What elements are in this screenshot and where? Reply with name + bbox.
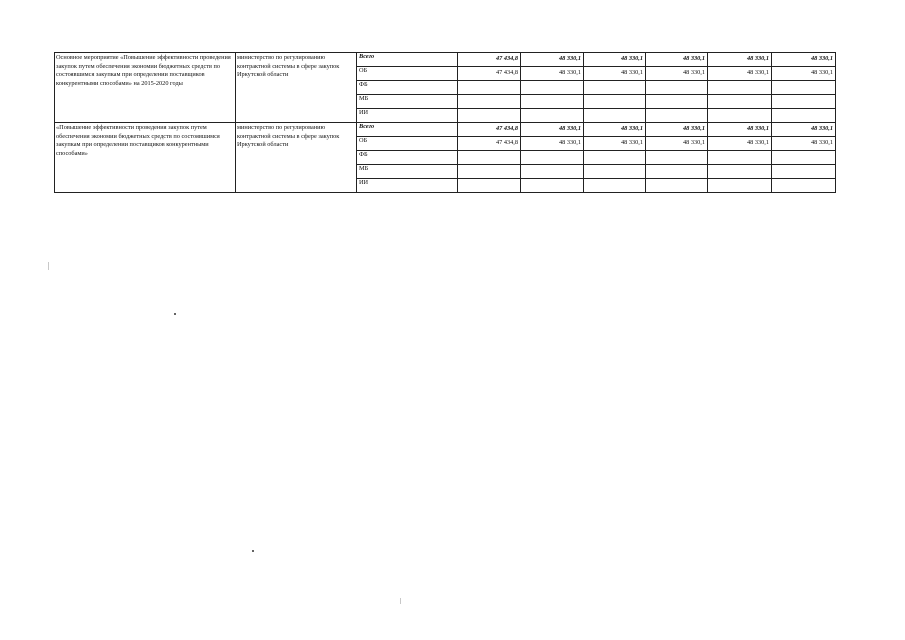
amount-cell bbox=[584, 109, 646, 123]
funding-source: МБ bbox=[357, 95, 458, 109]
amount-cell bbox=[646, 151, 708, 165]
amount-cell: 48 330,1 bbox=[646, 137, 708, 151]
activity-description: Основное мероприятие «Повышение эффективности проведения закупок путем обеспечения экономии бюджетных средств по состоявшимся закупкам при определении поставщиков конкурентными способами» на 2015-2020 годы bbox=[55, 53, 236, 123]
amount-cell bbox=[708, 179, 772, 193]
amount-cell: 48 330,1 bbox=[708, 53, 772, 67]
amount-cell: 48 330,1 bbox=[584, 123, 646, 137]
amount-cell: 48 330,1 bbox=[646, 53, 708, 67]
amount-cell bbox=[521, 151, 584, 165]
table-row bbox=[55, 53, 836, 67]
amount-cell: 48 330,1 bbox=[772, 67, 836, 81]
amount-cell: 47 434,8 bbox=[458, 137, 521, 151]
amount-cell: 48 330,1 bbox=[584, 137, 646, 151]
activity-description: «Повышение эффективности проведения закупок путем обеспечения экономии бюджетных средств по состоявшимся закупкам при определении поставщиков конкурентными способами» bbox=[55, 123, 236, 193]
funding-source: ИИ bbox=[357, 179, 458, 193]
amount-cell: 47 434,8 bbox=[458, 123, 521, 137]
amount-cell bbox=[708, 95, 772, 109]
amount-cell bbox=[772, 165, 836, 179]
table-row bbox=[55, 123, 836, 137]
budget-table bbox=[54, 52, 836, 193]
funding-source: Всего bbox=[357, 123, 458, 137]
amount-cell bbox=[646, 109, 708, 123]
amount-cell bbox=[708, 151, 772, 165]
amount-cell bbox=[521, 81, 584, 95]
funding-source: Всего bbox=[357, 53, 458, 67]
scan-speck bbox=[252, 550, 254, 552]
amount-cell: 48 330,1 bbox=[521, 137, 584, 151]
amount-cell: 48 330,1 bbox=[646, 123, 708, 137]
amount-cell bbox=[772, 179, 836, 193]
amount-cell bbox=[458, 165, 521, 179]
amount-cell bbox=[646, 81, 708, 95]
amount-cell bbox=[458, 95, 521, 109]
amount-cell bbox=[458, 81, 521, 95]
amount-cell: 48 330,1 bbox=[584, 67, 646, 81]
funding-source: ОБ bbox=[357, 137, 458, 151]
amount-cell: 48 330,1 bbox=[521, 53, 584, 67]
amount-cell bbox=[708, 81, 772, 95]
amount-cell: 48 330,1 bbox=[708, 123, 772, 137]
amount-cell bbox=[772, 109, 836, 123]
amount-cell: 48 330,1 bbox=[646, 67, 708, 81]
amount-cell bbox=[584, 151, 646, 165]
amount-cell bbox=[584, 81, 646, 95]
amount-cell: 48 330,1 bbox=[708, 137, 772, 151]
amount-cell bbox=[521, 165, 584, 179]
funding-source: ФБ bbox=[357, 81, 458, 95]
amount-cell: 48 330,1 bbox=[521, 123, 584, 137]
amount-cell bbox=[458, 151, 521, 165]
amount-cell bbox=[772, 95, 836, 109]
amount-cell: 47 434,8 bbox=[458, 53, 521, 67]
amount-cell bbox=[646, 165, 708, 179]
amount-cell: 48 330,1 bbox=[772, 123, 836, 137]
scan-hairline bbox=[400, 598, 401, 604]
amount-cell: 48 330,1 bbox=[521, 67, 584, 81]
funding-source: МБ bbox=[357, 165, 458, 179]
responsible-executor: министерство по регулированию контрактной системы в сфере закупок Иркутской области bbox=[236, 53, 357, 123]
responsible-executor: министерство по регулированию контрактной системы в сфере закупок Иркутской области bbox=[236, 123, 357, 193]
amount-cell: 47 434,8 bbox=[458, 67, 521, 81]
amount-cell bbox=[646, 95, 708, 109]
amount-cell bbox=[521, 109, 584, 123]
amount-cell bbox=[772, 81, 836, 95]
amount-cell bbox=[772, 151, 836, 165]
scan-speck bbox=[174, 313, 176, 315]
scan-hairline bbox=[48, 262, 49, 270]
amount-cell bbox=[708, 165, 772, 179]
amount-cell bbox=[708, 109, 772, 123]
funding-source: ИИ bbox=[357, 109, 458, 123]
amount-cell: 48 330,1 bbox=[772, 137, 836, 151]
amount-cell bbox=[521, 95, 584, 109]
amount-cell bbox=[521, 179, 584, 193]
amount-cell: 48 330,1 bbox=[584, 53, 646, 67]
funding-source: ОБ bbox=[357, 67, 458, 81]
amount-cell bbox=[458, 179, 521, 193]
amount-cell: 48 330,1 bbox=[708, 67, 772, 81]
funding-source: ФБ bbox=[357, 151, 458, 165]
amount-cell bbox=[584, 95, 646, 109]
amount-cell bbox=[584, 165, 646, 179]
amount-cell: 48 330,1 bbox=[772, 53, 836, 67]
amount-cell bbox=[458, 109, 521, 123]
amount-cell bbox=[584, 179, 646, 193]
amount-cell bbox=[646, 179, 708, 193]
